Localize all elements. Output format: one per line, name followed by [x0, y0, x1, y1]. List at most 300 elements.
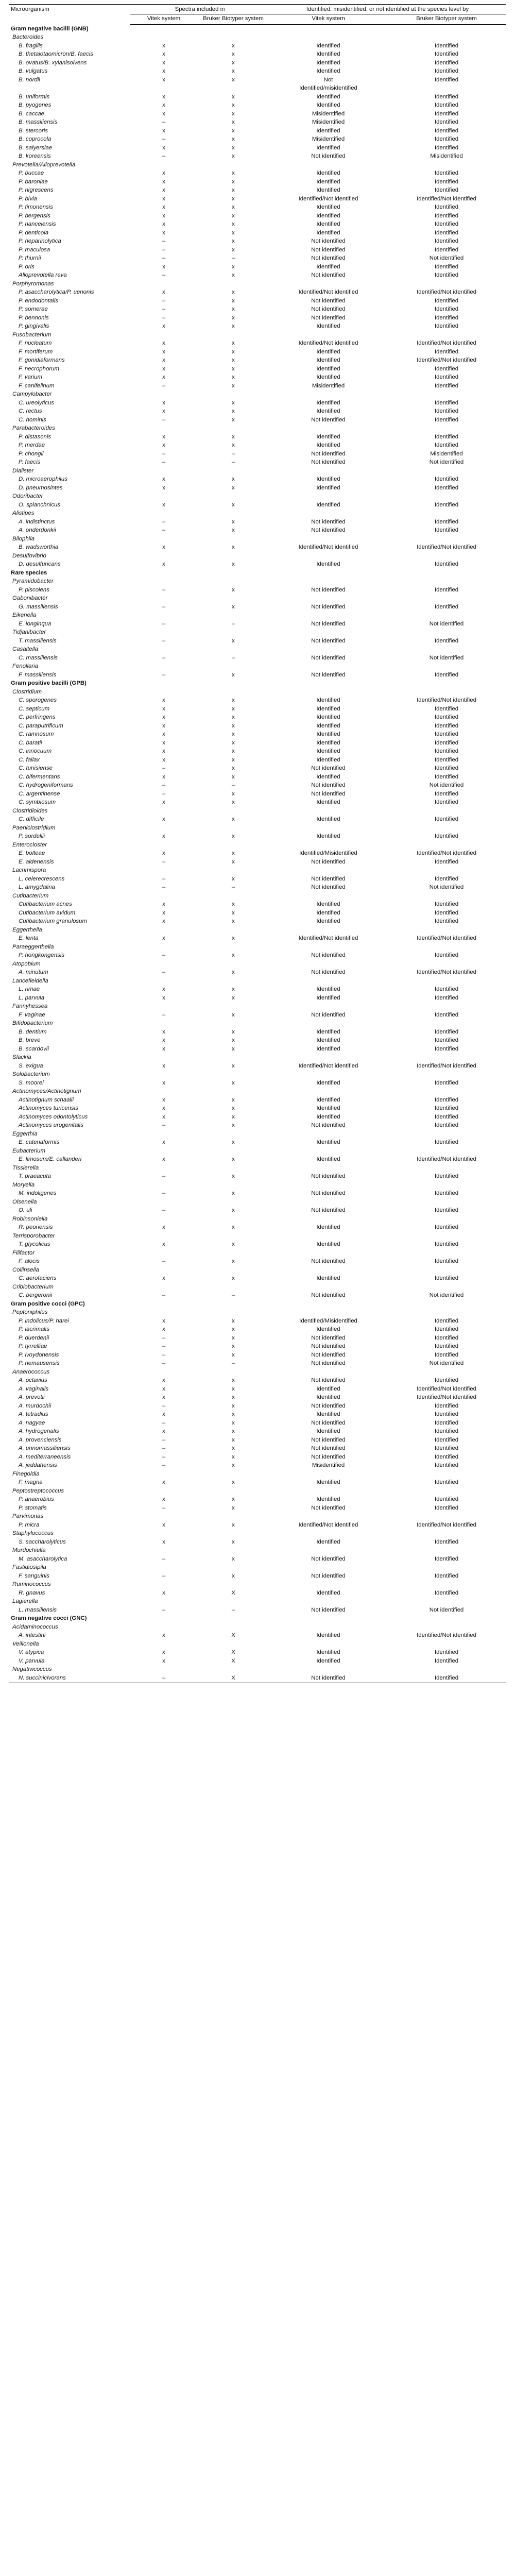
- bruker-spectra-cell: x: [232, 1521, 235, 1528]
- vitek-spectra-cell: –: [162, 416, 166, 423]
- genus-label: Casaltella: [12, 646, 39, 652]
- vitek-spectra-cell: x: [162, 986, 165, 992]
- organism-cell: P. hongkongensis: [19, 952, 65, 958]
- table-row: [9, 170, 506, 178]
- bruker-spectra-cell: x: [232, 68, 235, 74]
- genus-label: Acidaminococcus: [12, 1623, 58, 1630]
- bruker-spectra-cell: x: [232, 340, 235, 346]
- vitek-identification-cell: Identified: [316, 1156, 340, 1162]
- bruker-spectra-cell: x: [232, 1241, 235, 1247]
- vitek-identification-cell: Identified: [316, 1224, 340, 1230]
- bruker-identification-cell: Identified/Not identified: [417, 1062, 476, 1069]
- organism-cell: M. asaccharolytica: [19, 1555, 67, 1562]
- table-row: [9, 187, 506, 195]
- organism-cell: E. lenta: [19, 935, 39, 941]
- table-row: [9, 1360, 506, 1368]
- table-row: [9, 84, 506, 93]
- genus-label: Bilophila: [12, 535, 35, 542]
- organism-cell: B. wadsworthia: [19, 544, 59, 550]
- vitek-identification-cell: Not identified: [311, 246, 346, 253]
- table-row: [9, 1028, 506, 1037]
- bruker-spectra-cell: x: [232, 484, 235, 491]
- vitek-spectra-cell: –: [130, 1674, 197, 1683]
- table-row: [9, 1062, 506, 1071]
- organism-cell: O. splanchnicus: [19, 501, 61, 508]
- bruker-identification-cell: Identified/Not identified: [417, 850, 476, 856]
- vitek-identification-cell: Identified/Not identified: [298, 1521, 358, 1528]
- organism-cell: C. innocuum: [19, 748, 52, 754]
- vitek-spectra-cell: –: [162, 790, 166, 797]
- vitek-identification-cell: Identified: [316, 127, 340, 134]
- vitek-identification-cell: Identified: [316, 748, 340, 754]
- vitek-spectra-cell: –: [162, 637, 166, 644]
- genus-label: Paeniclostridium: [12, 824, 56, 831]
- vitek-spectra-cell: x: [162, 1377, 165, 1383]
- vitek-spectra-cell: –: [162, 1011, 166, 1018]
- bruker-identification-cell: Identified: [434, 790, 459, 797]
- group-label: Gram positive bacilli (GPB): [11, 680, 87, 686]
- vitek-identification-cell: Identified: [316, 1479, 340, 1485]
- vitek-spectra-cell: –: [162, 255, 166, 261]
- genus-row: [9, 391, 506, 399]
- organism-cell: A. urinomassiliensis: [19, 1445, 71, 1451]
- bruker-spectra-cell: x: [232, 969, 235, 975]
- bruker-identification-cell: Identified: [434, 994, 459, 1001]
- vitek-spectra-cell: x: [162, 93, 165, 100]
- bruker-spectra-cell: x: [232, 433, 235, 440]
- table-row: [9, 1555, 506, 1564]
- vitek-identification-cell: Identified: [316, 212, 340, 219]
- vitek-spectra-cell: x: [162, 1589, 165, 1596]
- genus-label: Parabacteroides: [12, 425, 55, 431]
- bruker-identification-cell: Identified/Not identified: [417, 1632, 476, 1638]
- organism-cell: E. limosum/E. callanderi: [19, 1156, 82, 1162]
- vitek-identification-cell: Not identified: [311, 969, 346, 975]
- organism-cell: P. heparinolytica: [19, 238, 61, 244]
- genus-label: Odoribacter: [12, 493, 43, 499]
- bruker-identification-cell: Identified: [434, 1173, 459, 1179]
- bruker-identification-cell: Identified/Not identified: [417, 544, 476, 550]
- vitek-identification-cell: Identified: [316, 1394, 340, 1400]
- table-row: [9, 1275, 506, 1283]
- bruker-spectra-cell: x: [232, 833, 235, 839]
- table-row: [9, 637, 506, 646]
- bruker-spectra-cell: x: [232, 518, 235, 525]
- bruker-spectra-cell: x: [232, 1045, 235, 1052]
- table-row: [9, 1207, 506, 1215]
- vitek-identification-cell: Identified: [316, 1538, 340, 1545]
- vitek-identification-cell: Identified: [316, 722, 340, 729]
- organism-cell: C. perfringens: [19, 714, 56, 720]
- vitek-identification-cell: Not identified: [311, 1606, 346, 1613]
- organism-cell: P. gingivalis: [19, 323, 49, 329]
- bruker-identification-cell: Not identified: [429, 255, 464, 261]
- vitek-spectra-cell: x: [162, 773, 165, 780]
- bruker-identification-cell: Identified: [434, 1334, 459, 1341]
- table-row: [9, 969, 506, 977]
- table-row: [9, 374, 506, 382]
- vitek-spectra-cell: x: [162, 1649, 165, 1655]
- vitek-spectra-cell: –: [162, 875, 166, 882]
- organism-cell: A. murdochii: [19, 1402, 52, 1409]
- bruker-spectra-cell: x: [232, 1079, 235, 1086]
- bruker-identification-cell: Identified: [434, 1113, 459, 1120]
- organism-cell: P. nigrescens: [19, 187, 54, 193]
- vitek-spectra-cell: x: [162, 212, 165, 219]
- genus-label: Robinsoniella: [12, 1215, 48, 1222]
- vitek-spectra-cell: x: [162, 1326, 165, 1332]
- vitek-identification-cell: Identified: [316, 799, 340, 805]
- genus-row: [9, 1470, 506, 1479]
- vitek-identification-cell: Identified/Not identified: [298, 935, 358, 941]
- table-row: [9, 773, 506, 782]
- organism-cell: C. bergeronii: [19, 1292, 53, 1298]
- bruker-spectra-cell: x: [232, 756, 235, 763]
- group-label: Gram negative bacilli (GNB): [11, 25, 89, 32]
- organism-cell: B. vulgatus: [19, 68, 48, 74]
- table-row: [9, 544, 506, 552]
- table-row: [9, 110, 506, 118]
- bruker-spectra-cell: x: [232, 289, 235, 295]
- bruker-spectra-cell: x: [232, 382, 235, 389]
- vitek-spectra-cell: x: [162, 408, 165, 414]
- bruker-spectra-cell: x: [232, 1428, 235, 1434]
- vitek-spectra-cell: x: [162, 127, 165, 134]
- bruker-spectra-cell: –: [231, 884, 235, 890]
- table-row: [9, 212, 506, 221]
- genus-label: Fannyhessea: [12, 1003, 48, 1009]
- vitek-spectra-cell: x: [162, 1394, 165, 1400]
- bruker-identification-cell: Not identified: [429, 782, 464, 788]
- genus-label: Lancefieldella: [12, 977, 48, 984]
- vitek-spectra-cell: x: [162, 1045, 165, 1052]
- table-row: [9, 1606, 506, 1615]
- table-row: [9, 289, 506, 297]
- bruker-spectra-cell: x: [232, 1190, 235, 1196]
- genus-label: Terrisporobacter: [12, 1232, 55, 1239]
- bruker-identification-cell: Identified: [434, 1351, 459, 1358]
- bruker-identification-cell: Identified/Not identified: [417, 340, 476, 346]
- table-row: [9, 476, 506, 484]
- organism-cell: P. chongii: [19, 450, 44, 457]
- bruker-identification-cell: Identified: [434, 739, 459, 746]
- vitek-spectra-cell: –: [162, 527, 166, 533]
- bruker-identification-cell: Not identified: [429, 654, 464, 661]
- bruker-spectra-cell: [197, 84, 269, 93]
- genus-label: Eikenella: [12, 612, 37, 618]
- bruker-spectra-cell: x: [232, 858, 235, 865]
- bruker-spectra-cell: x: [232, 790, 235, 797]
- bruker-identification-cell: Identified: [434, 952, 459, 958]
- bruker-spectra-cell: x: [232, 637, 235, 644]
- organism-cell: B. nordii: [19, 76, 40, 83]
- bruker-identification-cell: Identified: [434, 306, 459, 312]
- organism-cell: F. magna: [19, 1479, 43, 1485]
- organism-cell: P. thurnii: [19, 255, 41, 261]
- vitek-spectra-cell: x: [162, 714, 165, 720]
- organism-cell: B. coprocola: [19, 136, 52, 142]
- table-row: [9, 1479, 506, 1487]
- organism-cell: O. uli: [19, 1207, 32, 1213]
- table-row: [9, 1173, 506, 1181]
- vitek-identification-cell: Not identified: [311, 1343, 346, 1349]
- vitek-spectra-cell: x: [162, 195, 165, 202]
- table-row: [9, 152, 506, 161]
- bruker-spectra-cell: x: [232, 170, 235, 176]
- organism-cell: F. vaginae: [19, 1011, 45, 1018]
- bruker-spectra-cell: x: [232, 1351, 235, 1358]
- vitek-identification-cell: Not identified: [311, 1453, 346, 1460]
- vitek-identification-cell: Identified: [316, 561, 340, 567]
- genus-label: Slackia: [12, 1054, 31, 1060]
- vitek-identification-cell: Identified: [316, 705, 340, 712]
- genus-label: Peptoniphilus: [12, 1309, 48, 1315]
- genus-row: [9, 646, 506, 654]
- genus-row: [9, 1164, 506, 1173]
- table-row: [9, 1402, 506, 1411]
- vitek-identification-cell: Identified/Not identified: [298, 289, 358, 295]
- group-row: [9, 680, 506, 688]
- bruker-spectra-cell: X: [231, 1657, 235, 1664]
- table-row: [9, 1096, 506, 1105]
- vitek-spectra-cell: –: [162, 654, 166, 661]
- organism-cell: Alloprevotella rava: [19, 272, 67, 278]
- table-row: [9, 1521, 506, 1530]
- species-identification-table: [9, 4, 506, 1683]
- organism-cell: F. canifelinum: [19, 382, 55, 389]
- vitek-spectra-cell: x: [162, 399, 165, 406]
- vitek-spectra-cell: x: [162, 1241, 165, 1247]
- vitek-identification-cell: Identified: [316, 833, 340, 839]
- bruker-identification-cell: Identified: [434, 238, 459, 244]
- vitek-identification-cell: Identified: [316, 1326, 340, 1332]
- bruker-identification-cell: Identified: [434, 1224, 459, 1230]
- bruker-identification-cell: Misidentified: [430, 450, 463, 457]
- vitek-spectra-cell: x: [162, 484, 165, 491]
- table-row: [9, 1419, 506, 1428]
- organism-cell: B. massiliensis: [19, 119, 58, 125]
- table-row: [9, 586, 506, 595]
- table-row: [9, 178, 506, 187]
- genus-row: [9, 841, 506, 850]
- genus-row: [9, 1283, 506, 1292]
- vitek-spectra-cell: –: [162, 1572, 166, 1579]
- organism-cell: Actinomyces urogenitalis: [19, 1122, 83, 1128]
- table-row: [9, 1351, 506, 1360]
- spectra-vitek-column-header: Vitek system: [130, 14, 197, 25]
- vitek-identification-cell: Not identified: [311, 1436, 346, 1443]
- table-row: [9, 195, 506, 204]
- genus-row: [9, 1487, 506, 1496]
- vitek-spectra-cell: x: [162, 1538, 165, 1545]
- vitek-identification-cell: Not identified: [311, 671, 346, 678]
- vitek-identification-cell: Identified: [316, 901, 340, 907]
- vitek-spectra-cell: x: [162, 221, 165, 227]
- vitek-spectra-cell: –: [162, 1462, 166, 1468]
- vitek-spectra-cell: –: [162, 1504, 166, 1511]
- table-row: [9, 994, 506, 1003]
- bruker-spectra-cell: x: [232, 816, 235, 822]
- organism-cell: E. catenaformis: [19, 1139, 60, 1145]
- vitek-identification-cell: Identified: [316, 51, 340, 57]
- vitek-identification-cell: Not identified: [311, 314, 346, 321]
- vitek-spectra-cell: x: [162, 1275, 165, 1281]
- bruker-identification-cell: Identified: [434, 833, 459, 839]
- bruker-identification-cell: Identified: [434, 59, 459, 66]
- bruker-spectra-cell: x: [232, 671, 235, 678]
- vitek-identification-cell: Identified: [316, 1028, 340, 1035]
- vitek-spectra-cell: –: [162, 1292, 166, 1298]
- vitek-identification-cell: Identified: [316, 1241, 340, 1247]
- bruker-identification-cell: Identified: [434, 263, 459, 270]
- table-row: [9, 816, 506, 824]
- table-row: [9, 714, 506, 722]
- bruker-identification-cell: Identified/Not identified: [417, 1394, 476, 1400]
- organism-cell: P. micra: [19, 1521, 40, 1528]
- genus-label: Parvimonas: [12, 1513, 44, 1519]
- organism-cell: Cutibacterium acnes: [19, 901, 72, 907]
- genus-row: [9, 1266, 506, 1275]
- table-row: [9, 1317, 506, 1326]
- vitek-spectra-cell: –: [162, 297, 166, 304]
- organism-cell: B. thetaiotaomicron/B. faecis: [19, 51, 93, 57]
- vitek-identification-cell: Identified/Not identified: [298, 1062, 358, 1069]
- table-row: [9, 739, 506, 748]
- vitek-spectra-cell: –: [162, 1190, 166, 1196]
- genus-row: [9, 331, 506, 340]
- organism-cell: R. peoriensis: [19, 1224, 53, 1230]
- vitek-identification-cell: Not identified: [311, 1445, 346, 1451]
- vitek-spectra-cell: –: [162, 153, 166, 159]
- genus-row: [9, 1215, 506, 1224]
- vitek-identification-cell: Identified: [316, 178, 340, 185]
- vitek-spectra-cell: –: [162, 459, 166, 465]
- table-row: [9, 748, 506, 756]
- organism-cell: A. intestini: [19, 1632, 46, 1638]
- table-row: [9, 442, 506, 450]
- vitek-spectra-cell: x: [162, 263, 165, 270]
- organism-cell: D. microaerophilus: [19, 476, 67, 482]
- bruker-identification-cell: Identified: [434, 501, 459, 508]
- table-row: [9, 382, 506, 391]
- vitek-spectra-cell: –: [162, 952, 166, 958]
- bruker-spectra-cell: x: [232, 501, 235, 508]
- bruker-spectra-cell: x: [232, 246, 235, 253]
- bruker-spectra-cell: X: [231, 1632, 235, 1638]
- organism-cell: A. mediterraneensis: [19, 1453, 71, 1460]
- vitek-identification-cell: Identified: [316, 756, 340, 763]
- bruker-identification-cell: Identified: [434, 637, 459, 644]
- table-row: [9, 918, 506, 926]
- vitek-identification-cell: Not identified: [311, 459, 346, 465]
- organism-cell: V. atypica: [19, 1649, 44, 1655]
- table-row: [9, 850, 506, 858]
- table-row: [9, 255, 506, 263]
- vitek-identification-cell: Identified: [316, 357, 340, 363]
- table-row: [9, 433, 506, 442]
- table-row: [9, 1394, 506, 1402]
- vitek-spectra-cell: –: [162, 518, 166, 525]
- vitek-spectra-cell: –: [162, 314, 166, 321]
- table-row: [9, 1436, 506, 1445]
- table-row: [9, 697, 506, 705]
- bruker-identification-cell: Identified/Not identified: [417, 697, 476, 703]
- bruker-identification-cell: Identified: [434, 909, 459, 916]
- genus-label: Eggerthia: [12, 1130, 38, 1137]
- vitek-identification-cell: Identified: [316, 59, 340, 66]
- bruker-spectra-cell: x: [232, 76, 235, 83]
- bruker-identification-cell: Identified: [434, 1411, 459, 1417]
- genus-row: [9, 1003, 506, 1011]
- organism-cell: C. hominis: [19, 416, 46, 423]
- table-row: [9, 1037, 506, 1045]
- bruker-spectra-cell: x: [232, 263, 235, 270]
- genus-label: Bifidobacterium: [12, 1020, 53, 1026]
- genus-label: Olsenella: [12, 1198, 37, 1205]
- organism-cell: B. caccae: [19, 110, 45, 117]
- table-row: [9, 1122, 506, 1130]
- identified-bruker-column-header: Bruker Biotyper system: [387, 14, 506, 25]
- group-row: [9, 1615, 506, 1623]
- table-row: [9, 518, 506, 527]
- table-row: [9, 1496, 506, 1504]
- vitek-identification-cell: Identified: [316, 323, 340, 329]
- bruker-spectra-cell: x: [232, 442, 235, 448]
- vitek-identification-cell: Not identified: [311, 1292, 346, 1298]
- bruker-spectra-cell: x: [232, 1453, 235, 1460]
- vitek-identification-cell: Not identified: [311, 1011, 346, 1018]
- bruker-identification-cell: Identified: [434, 1555, 459, 1562]
- vitek-identification-cell: Identified: [316, 1113, 340, 1120]
- table-row: [9, 76, 506, 84]
- bruker-spectra-cell: X: [231, 1649, 235, 1655]
- genus-label: Fastidiosipila: [12, 1564, 46, 1570]
- table-row: [9, 1105, 506, 1113]
- organism-cell: E. aldenensis: [19, 858, 54, 865]
- bruker-spectra-cell: x: [232, 731, 235, 737]
- genus-row: [9, 1530, 506, 1538]
- bruker-spectra-cell: x: [232, 1258, 235, 1264]
- bruker-spectra-cell: x: [232, 144, 235, 151]
- organism-cell: C. aerofaciens: [19, 1275, 57, 1281]
- bruker-spectra-cell: x: [232, 1377, 235, 1383]
- organism-cell: P. oris: [19, 263, 35, 270]
- bruker-spectra-cell: x: [232, 136, 235, 142]
- vitek-spectra-cell: –: [162, 1436, 166, 1443]
- table-row: [9, 1385, 506, 1394]
- organism-cell: P. piscolens: [19, 586, 49, 593]
- table-row: [9, 1411, 506, 1419]
- table-row: [9, 204, 506, 212]
- bruker-identification-cell: Identified/Not identified: [417, 1521, 476, 1528]
- group-row: [9, 569, 506, 578]
- genus-row: [9, 510, 506, 518]
- vitek-spectra-cell: –: [162, 272, 166, 278]
- genus-row: [9, 161, 506, 170]
- vitek-spectra-cell: x: [162, 850, 165, 856]
- genus-row: [9, 1130, 506, 1139]
- bruker-identification-cell: Identified: [434, 1258, 459, 1264]
- table-row: [9, 1190, 506, 1198]
- vitek-spectra-cell: x: [162, 1632, 165, 1638]
- bruker-identification-cell: Identified: [434, 1139, 459, 1145]
- vitek-identification-cell: Identified: [316, 348, 340, 355]
- vitek-identification-cell: Identified: [316, 102, 340, 108]
- bruker-identification-cell: Identified: [434, 1649, 459, 1655]
- genus-label: Solobacterium: [12, 1071, 50, 1077]
- organism-cell: P. timonensis: [19, 204, 53, 210]
- table-row: [9, 1504, 506, 1513]
